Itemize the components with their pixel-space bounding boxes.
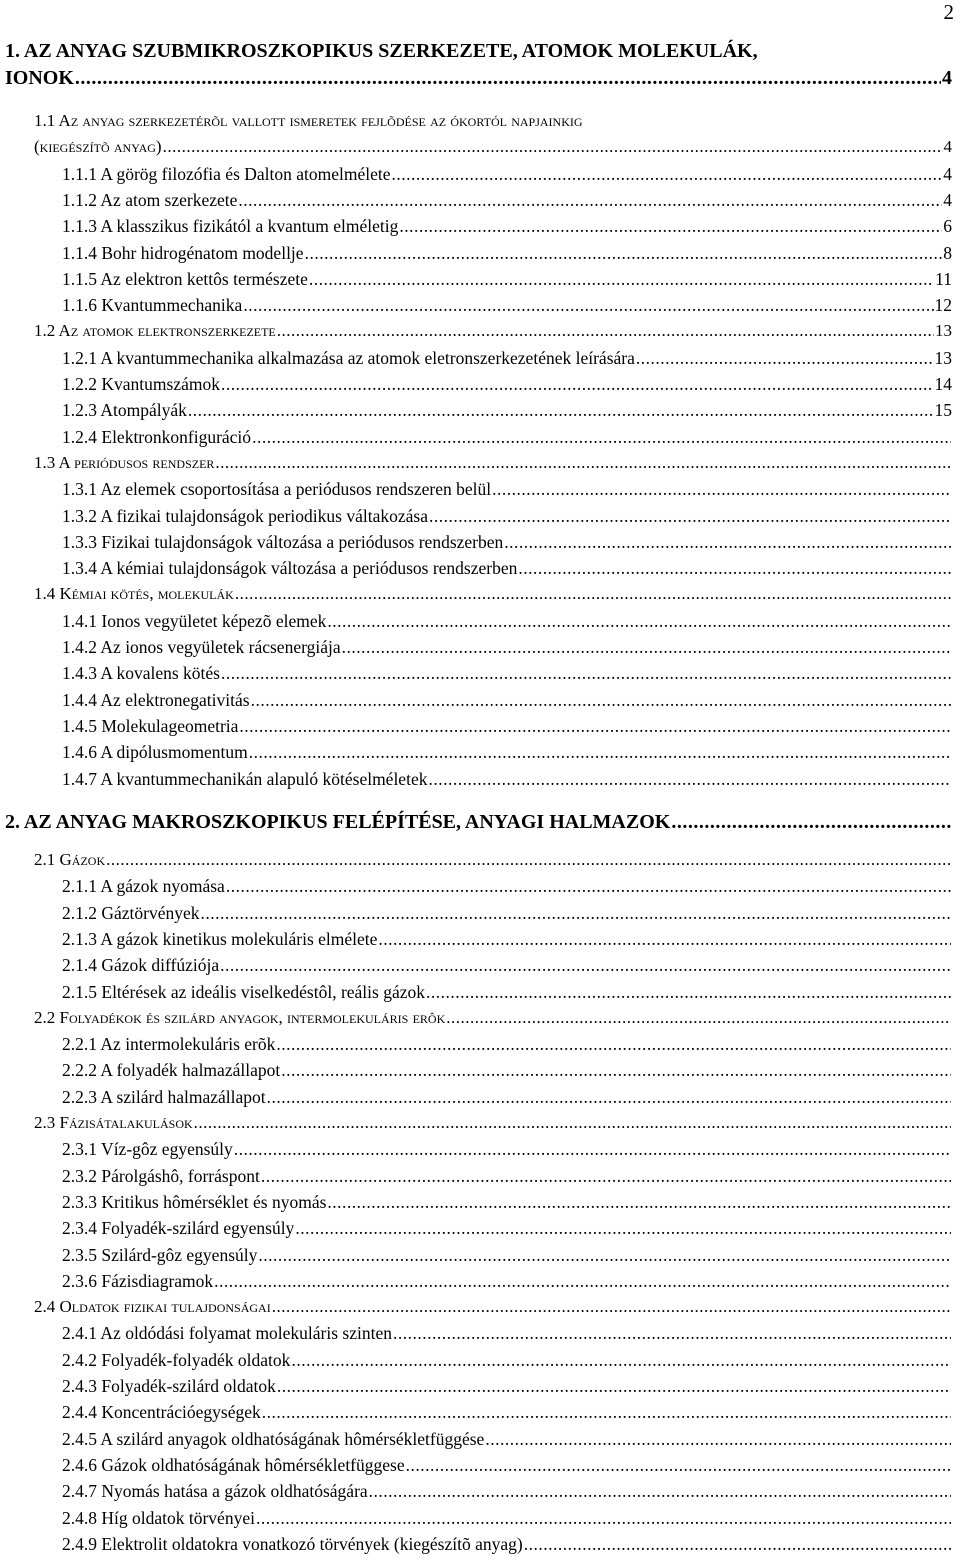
- toc-entry[interactable]: [62, 1533, 952, 1555]
- toc-entry[interactable]: [62, 242, 952, 264]
- dot-leader: [226, 875, 951, 897]
- dot-leader: [446, 1007, 951, 1029]
- toc-entry[interactable]: [62, 928, 952, 950]
- toc-entry-title: 2.1.5 Eltérések az ideális viselkedéstôl, reális gázok: [62, 981, 425, 1002]
- dot-leader: [276, 1033, 951, 1055]
- toc-entry-title: 2.3.3 Kritikus hômérséklet és nyomás: [62, 1191, 327, 1212]
- dot-leader: [272, 1296, 951, 1318]
- toc-entry[interactable]: [62, 163, 952, 185]
- toc-entry[interactable]: [62, 215, 952, 237]
- toc-entry-title: 1.4.3 A kovalens kötés: [62, 663, 220, 684]
- chapter-2-heading[interactable]: [5, 810, 952, 834]
- toc-entry[interactable]: [62, 1454, 952, 1476]
- dot-leader: [369, 1480, 951, 1502]
- toc-entry[interactable]: [62, 715, 952, 737]
- dot-leader: [485, 1428, 951, 1450]
- dot-leader: [194, 1112, 951, 1134]
- dot-leader: [295, 1217, 951, 1239]
- toc-entry[interactable]: [62, 1270, 952, 1292]
- toc-entry-title: 2.3.4 Folyadék-szilárd egyensúly: [62, 1218, 295, 1239]
- toc-entry[interactable]: [34, 1296, 952, 1318]
- toc-entry[interactable]: [62, 1401, 952, 1423]
- toc-entry[interactable]: [62, 1428, 952, 1450]
- toc-entry[interactable]: [62, 426, 952, 448]
- dot-leader: [221, 373, 934, 395]
- toc-entry-title: 1.1.6 Kvantummechanika: [62, 295, 243, 316]
- toc-entry[interactable]: [34, 136, 952, 158]
- dot-leader: [518, 557, 951, 579]
- toc-entry[interactable]: [62, 1191, 952, 1213]
- toc-entry[interactable]: [62, 610, 952, 632]
- toc-entry[interactable]: [62, 1059, 952, 1081]
- toc-entry-title: 1.4.2 Az ionos vegyületek rácsenergiája: [62, 637, 341, 657]
- page-number: 2: [943, 0, 954, 24]
- toc-entry[interactable]: [62, 557, 952, 579]
- toc-entry-page: 4: [943, 189, 952, 210]
- toc-entry-page: 4: [943, 163, 952, 184]
- toc-entry[interactable]: [62, 294, 952, 316]
- dot-leader: [215, 452, 951, 474]
- toc-entry-page: 4: [943, 137, 952, 157]
- dot-leader: [252, 426, 951, 448]
- toc-entry-title: 2.2 Folyadékok és szilárd anyagok, intermolekuláris erôk: [34, 1007, 446, 1027]
- dot-leader: [429, 505, 951, 527]
- toc-entry[interactable]: [62, 902, 952, 924]
- toc-entry[interactable]: [62, 268, 952, 290]
- toc-entry[interactable]: [62, 1375, 952, 1397]
- toc-entry[interactable]: [62, 1507, 952, 1529]
- toc-entry-title: 1.2.4 Elektronkonfiguráció: [62, 426, 252, 447]
- dot-leader: [392, 163, 943, 185]
- toc-entry[interactable]: [34, 849, 952, 871]
- toc-entry-title: 2.1.4 Gázok diffúziója: [62, 955, 220, 976]
- toc-entry-title: 2.3.2 Párolgáshô, forráspont: [62, 1165, 260, 1186]
- toc-entry[interactable]: [62, 478, 952, 500]
- toc-entry-title: 2.3.5 Szilárd-gôz egyensúly: [62, 1244, 258, 1265]
- dot-leader: [220, 954, 951, 976]
- toc-entry-title: 2.4.9 Elektrolit oldatokra vonatkozó törvények (kiegészítõ anyag): [62, 1533, 523, 1554]
- dot-leader: [235, 583, 951, 605]
- toc-entry[interactable]: [62, 399, 952, 421]
- toc-entry-title: 2.4.5 A szilárd anyagok oldhatóságának hômérsékletfüggése: [62, 1428, 485, 1449]
- toc-entry-title: 1.3 A periódusos rendszer: [34, 452, 215, 472]
- dot-leader: [249, 741, 951, 763]
- toc-entry[interactable]: [62, 1480, 952, 1502]
- toc-entry[interactable]: [62, 741, 952, 763]
- dot-leader: [277, 1375, 951, 1397]
- toc-entry[interactable]: [34, 1112, 952, 1134]
- toc-entry-title: 1.4.5 Molekulageometria: [62, 715, 239, 736]
- dot-leader: [277, 320, 934, 342]
- toc-entry-page: 14: [934, 374, 952, 394]
- dot-leader: [214, 1270, 951, 1292]
- toc-entry-title: 1.2.3 Atompályák: [62, 400, 187, 421]
- toc-entry-title: 2.4.1 Az oldódási folyamat molekuláris szinten: [62, 1323, 393, 1344]
- dot-leader: [251, 689, 951, 711]
- toc-entry-page: 8: [943, 242, 952, 263]
- toc-entry-title: 1.1.4 Bohr hidrogénatom modellje: [62, 242, 304, 263]
- dot-leader: [327, 610, 951, 632]
- toc-entry[interactable]: [62, 1322, 952, 1344]
- toc-entry[interactable]: [34, 320, 952, 342]
- toc-entry[interactable]: [62, 954, 952, 976]
- toc-entry[interactable]: [62, 768, 952, 790]
- dot-leader: [309, 268, 934, 290]
- toc-entry[interactable]: [62, 662, 952, 684]
- toc-entry-title: 1.1.1 A görög filozófia és Dalton atomelmélete: [62, 163, 391, 184]
- dot-leader: [671, 810, 951, 834]
- toc-entry[interactable]: [34, 1007, 952, 1029]
- dot-leader: [163, 136, 943, 158]
- toc-entry-title: 2.2.1 Az intermolekuláris erõk: [62, 1034, 276, 1055]
- toc-entry-page: 6: [943, 216, 952, 237]
- toc-entry-title: 1.4 Kémiai kötés, molekulák: [34, 584, 234, 604]
- toc-entry-title: 2.4.7 Nyomás hatása a gázok oldhatóságára: [62, 1481, 368, 1502]
- dot-leader: [393, 1322, 951, 1344]
- dot-leader: [258, 1244, 951, 1266]
- toc-entry[interactable]: [62, 1165, 952, 1187]
- toc-entry-title: 2.4.8 Híg oldatok törvényei: [62, 1507, 255, 1528]
- dot-leader: [524, 1533, 951, 1555]
- toc-entry[interactable]: [62, 689, 952, 711]
- toc-entry[interactable]: [34, 110, 952, 132]
- toc-entry-title: 2.2.2 A folyadék halmazállapot: [62, 1060, 281, 1081]
- toc-entry[interactable]: [62, 1033, 952, 1055]
- toc-entry-title: 1.3.1 Az elemek csoportosítása a periódusos rendszeren belül: [62, 479, 492, 500]
- toc-entry-title: 2.4.6 Gázok oldhatóságának hômérsékletfüggese: [62, 1454, 405, 1475]
- toc-entry[interactable]: [62, 875, 952, 897]
- toc-entry-title: 1.4.7 A kvantummechanikán alapuló kötéselméletek: [62, 768, 428, 789]
- dot-leader: [221, 662, 951, 684]
- dot-leader: [636, 347, 934, 369]
- dot-leader: [234, 1138, 951, 1160]
- chapter-1-title-line1: 1. AZ ANYAG SZUBMIKROSZKOPIKUS SZERKEZETE, ATOMOK MOLEKULÁK,: [5, 40, 758, 62]
- toc-entry-title: 2.2.3 A szilárd halmazállapot: [62, 1086, 266, 1107]
- toc-entry-title: 2.1.1 A gázok nyomása: [62, 876, 225, 897]
- toc-entry[interactable]: [62, 636, 952, 658]
- toc-entry-title: 2.1.3 A gázok kinetikus molekuláris elmélete: [62, 928, 378, 949]
- dot-leader: [399, 215, 942, 237]
- dot-leader: [201, 902, 951, 924]
- toc-entry-title: 1.4.6 A dipólusmomentum: [62, 742, 248, 763]
- toc-entry[interactable]: [34, 452, 952, 474]
- toc-entry-title: 1.2.2 Kvantumszámok: [62, 374, 220, 394]
- toc-entry-title: 1.4.1 Ionos vegyületet képezõ elemek: [62, 610, 327, 631]
- toc-entry[interactable]: [62, 1349, 952, 1371]
- toc-entry[interactable]: [62, 981, 952, 1003]
- toc-entry-title: 2.3.6 Fázisdiagramok: [62, 1270, 214, 1291]
- toc-entry-title: 2.4.3 Folyadék-szilárd oldatok: [62, 1376, 276, 1396]
- dot-leader: [256, 1507, 951, 1529]
- toc-entry-page: 11: [935, 268, 952, 289]
- chapter-1-page: 4: [942, 67, 952, 89]
- dot-leader: [305, 242, 943, 264]
- toc-entry[interactable]: [62, 1086, 952, 1108]
- dot-leader: [428, 768, 951, 790]
- toc-entry-title: 1.2.1 A kvantummechanika alkalmazása az atomok eletronszerkezetének leírására: [62, 347, 635, 368]
- dot-leader: [406, 1454, 951, 1476]
- toc-entry-title: 2.4.4 Koncentrációegységek: [62, 1402, 261, 1423]
- dot-leader: [188, 399, 934, 421]
- toc-entry[interactable]: [34, 583, 952, 605]
- dot-leader: [106, 849, 951, 871]
- toc-entry[interactable]: [62, 373, 952, 395]
- dot-leader: [239, 715, 951, 737]
- toc-entry-title: 1.3.3 Fizikai tulajdonságok változása a periódusos rendszerben: [62, 531, 504, 552]
- toc-entry-title: (kiegészítõ anyag): [34, 137, 162, 157]
- dot-leader: [262, 1401, 951, 1423]
- dot-leader: [426, 981, 951, 1003]
- dot-leader: [504, 531, 951, 553]
- dot-leader: [327, 1191, 951, 1213]
- toc-entry-title: 2.4.2 Folyadék-folyadék oldatok: [62, 1349, 291, 1370]
- toc-entry-title: 1.3.2 A fizikai tulajdonságok periodikus váltakozása: [62, 505, 428, 526]
- dot-leader: [261, 1165, 951, 1187]
- dot-leader: [75, 65, 941, 92]
- toc-entry-title: 1.3.4 A kémiai tulajdonságok változása a periódusos rendszerben: [62, 558, 518, 579]
- toc-entry-page: 15: [934, 400, 952, 421]
- toc-entry-title: 2.3 Fázisátalakulások: [34, 1113, 193, 1132]
- toc-entry[interactable]: [62, 1138, 952, 1160]
- toc-entry-page: 12: [934, 295, 952, 316]
- toc-entry-title: 1.1.3 A klasszikus fizikától a kvantum elméletig: [62, 216, 399, 237]
- dot-leader: [238, 189, 942, 211]
- toc-entry-title: 1.4.4 Az elektronegativitás: [62, 689, 250, 710]
- toc-entry-title: 1.2 Az atomok elektronszerkezete: [34, 321, 276, 341]
- toc-entry-title: 2.3.1 Víz-gôz egyensúly: [62, 1139, 233, 1160]
- toc-entry[interactable]: [62, 531, 952, 553]
- toc-entry-title: 1.1 Az anyag szerkezetérõl vallott ismeretek fejlõdése az ókortól napjainkig: [34, 111, 583, 130]
- dot-leader: [243, 294, 933, 316]
- toc-entry-title: 2.1 Gázok: [34, 850, 106, 869]
- dot-leader: [267, 1086, 951, 1108]
- toc-entry-page: 13: [934, 347, 952, 368]
- dot-leader: [342, 636, 951, 658]
- dot-leader: [291, 1349, 951, 1371]
- toc-entry-title: 2.1.2 Gáztörvények: [62, 902, 200, 923]
- toc-entry[interactable]: [62, 505, 952, 527]
- toc-entry-title: 1.1.5 Az elektron kettôs természete: [62, 268, 308, 289]
- toc-entry-title: 1.1.2 Az atom szerkezete: [62, 189, 238, 210]
- toc-entry[interactable]: [62, 1244, 952, 1266]
- dot-leader: [378, 928, 951, 950]
- toc-entry[interactable]: [62, 347, 952, 369]
- dot-leader: [281, 1059, 951, 1081]
- toc-entry-page: 13: [935, 321, 952, 341]
- chapter-2-title: 2. AZ ANYAG MAKROSZKOPIKUS FELÉPÍTÉSE, ANYAGI HALMAZOK: [5, 811, 671, 833]
- chapter-1-heading[interactable]: [5, 38, 952, 92]
- dot-leader: [492, 478, 951, 500]
- toc-entry[interactable]: [62, 1217, 952, 1239]
- chapter-1-title-line2: IONOK: [5, 67, 74, 89]
- toc-entry-title: 2.4 Oldatok fizikai tulajdonságai: [34, 1297, 271, 1317]
- toc-entry[interactable]: [62, 189, 952, 211]
